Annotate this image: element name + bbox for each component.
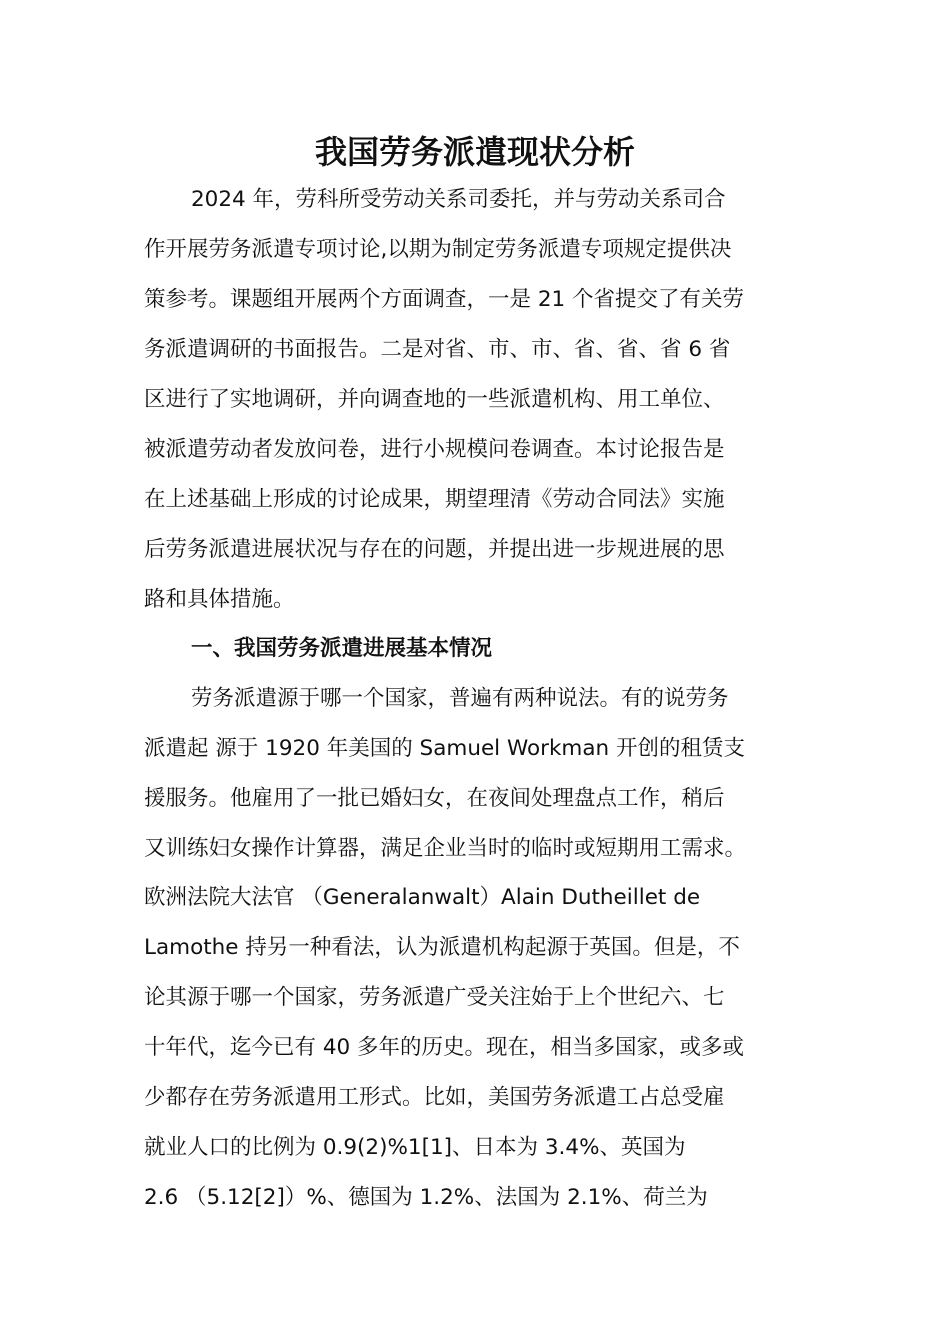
- paragraph-2-line-11: 2.6 （5.12[2]）%、德国为 1.2%、法国为 2.1%、荷兰为: [144, 1185, 708, 1210]
- paragraph-1-line-7: 在上述基础上形成的讨论成果，期望理清《劳动合同法》实施: [144, 487, 725, 512]
- paragraph-1-line-1: 2024 年，劳科所受劳动关系司委托，并与劳动关系司合: [191, 187, 726, 212]
- document-title: 我国劳务派遣现状分析: [314, 133, 635, 171]
- paragraph-1-line-3: 策参考。课题组开展两个方面调查，一是 21 个省提交了有关劳: [144, 287, 745, 312]
- paragraph-2-line-4: 又训练妇女操作计算器，满足企业当时的临时或短期用工需求。: [144, 836, 747, 861]
- paragraph-1-line-2: 作开展劳务派遣专项讨论,以期为制定劳务派遣专项规定提供决: [144, 237, 732, 262]
- section-heading: 一、我国劳务派遣进展基本情况: [191, 636, 493, 661]
- paragraph-2-line-5: 欧洲法院大法官 （Generalanwalt）Alain Dutheillet de: [144, 885, 701, 910]
- paragraph-2-line-10: 就业人口的比例为 0.9(2)%1[1]、日本为 3.4%、英国为: [144, 1135, 686, 1160]
- paragraph-1-line-5: 区进行了实地调研，并向调查地的一些派遣机构、用工单位、: [144, 387, 725, 412]
- paragraph-2-line-3: 援服务。他雇用了一批已婚妇女，在夜间处理盘点工作，稍后: [144, 786, 725, 811]
- paragraph-2-line-7: 论其源于哪一个国家，劳务派遣广受关注始于上个世纪六、七: [144, 985, 725, 1010]
- paragraph-2-line-6: Lamothe 持另一种看法，认为派遣机构起源于英国。但是，不: [144, 935, 740, 960]
- paragraph-2-line-8: 十年代，迄今已有 40 多年的历史。现在，相当多国家，或多或: [144, 1035, 745, 1060]
- paragraph-2-line-9: 少都存在劳务派遣用工形式。比如，美国劳务派遣工占总受雇: [144, 1085, 725, 1110]
- paragraph-2-line-2: 派遣起 源于 1920 年美国的 Samuel Workman 开创的租赁支: [144, 736, 746, 761]
- paragraph-1-line-9: 路和具体措施。: [144, 587, 295, 612]
- paragraph-1-line-8: 后劳务派遣进展状况与存在的问题，并提出进一步规进展的思: [144, 537, 725, 562]
- paragraph-1-line-4: 务派遣调研的书面报告。二是对省、市、市、省、省、省 6 省: [144, 337, 731, 362]
- paragraph-1-line-6: 被派遣劳动者发放问卷，进行小规模问卷调查。本讨论报告是: [144, 437, 725, 462]
- paragraph-2-line-1: 劳务派遣源于哪一个国家，普遍有两种说法。有的说劳务: [191, 686, 729, 711]
